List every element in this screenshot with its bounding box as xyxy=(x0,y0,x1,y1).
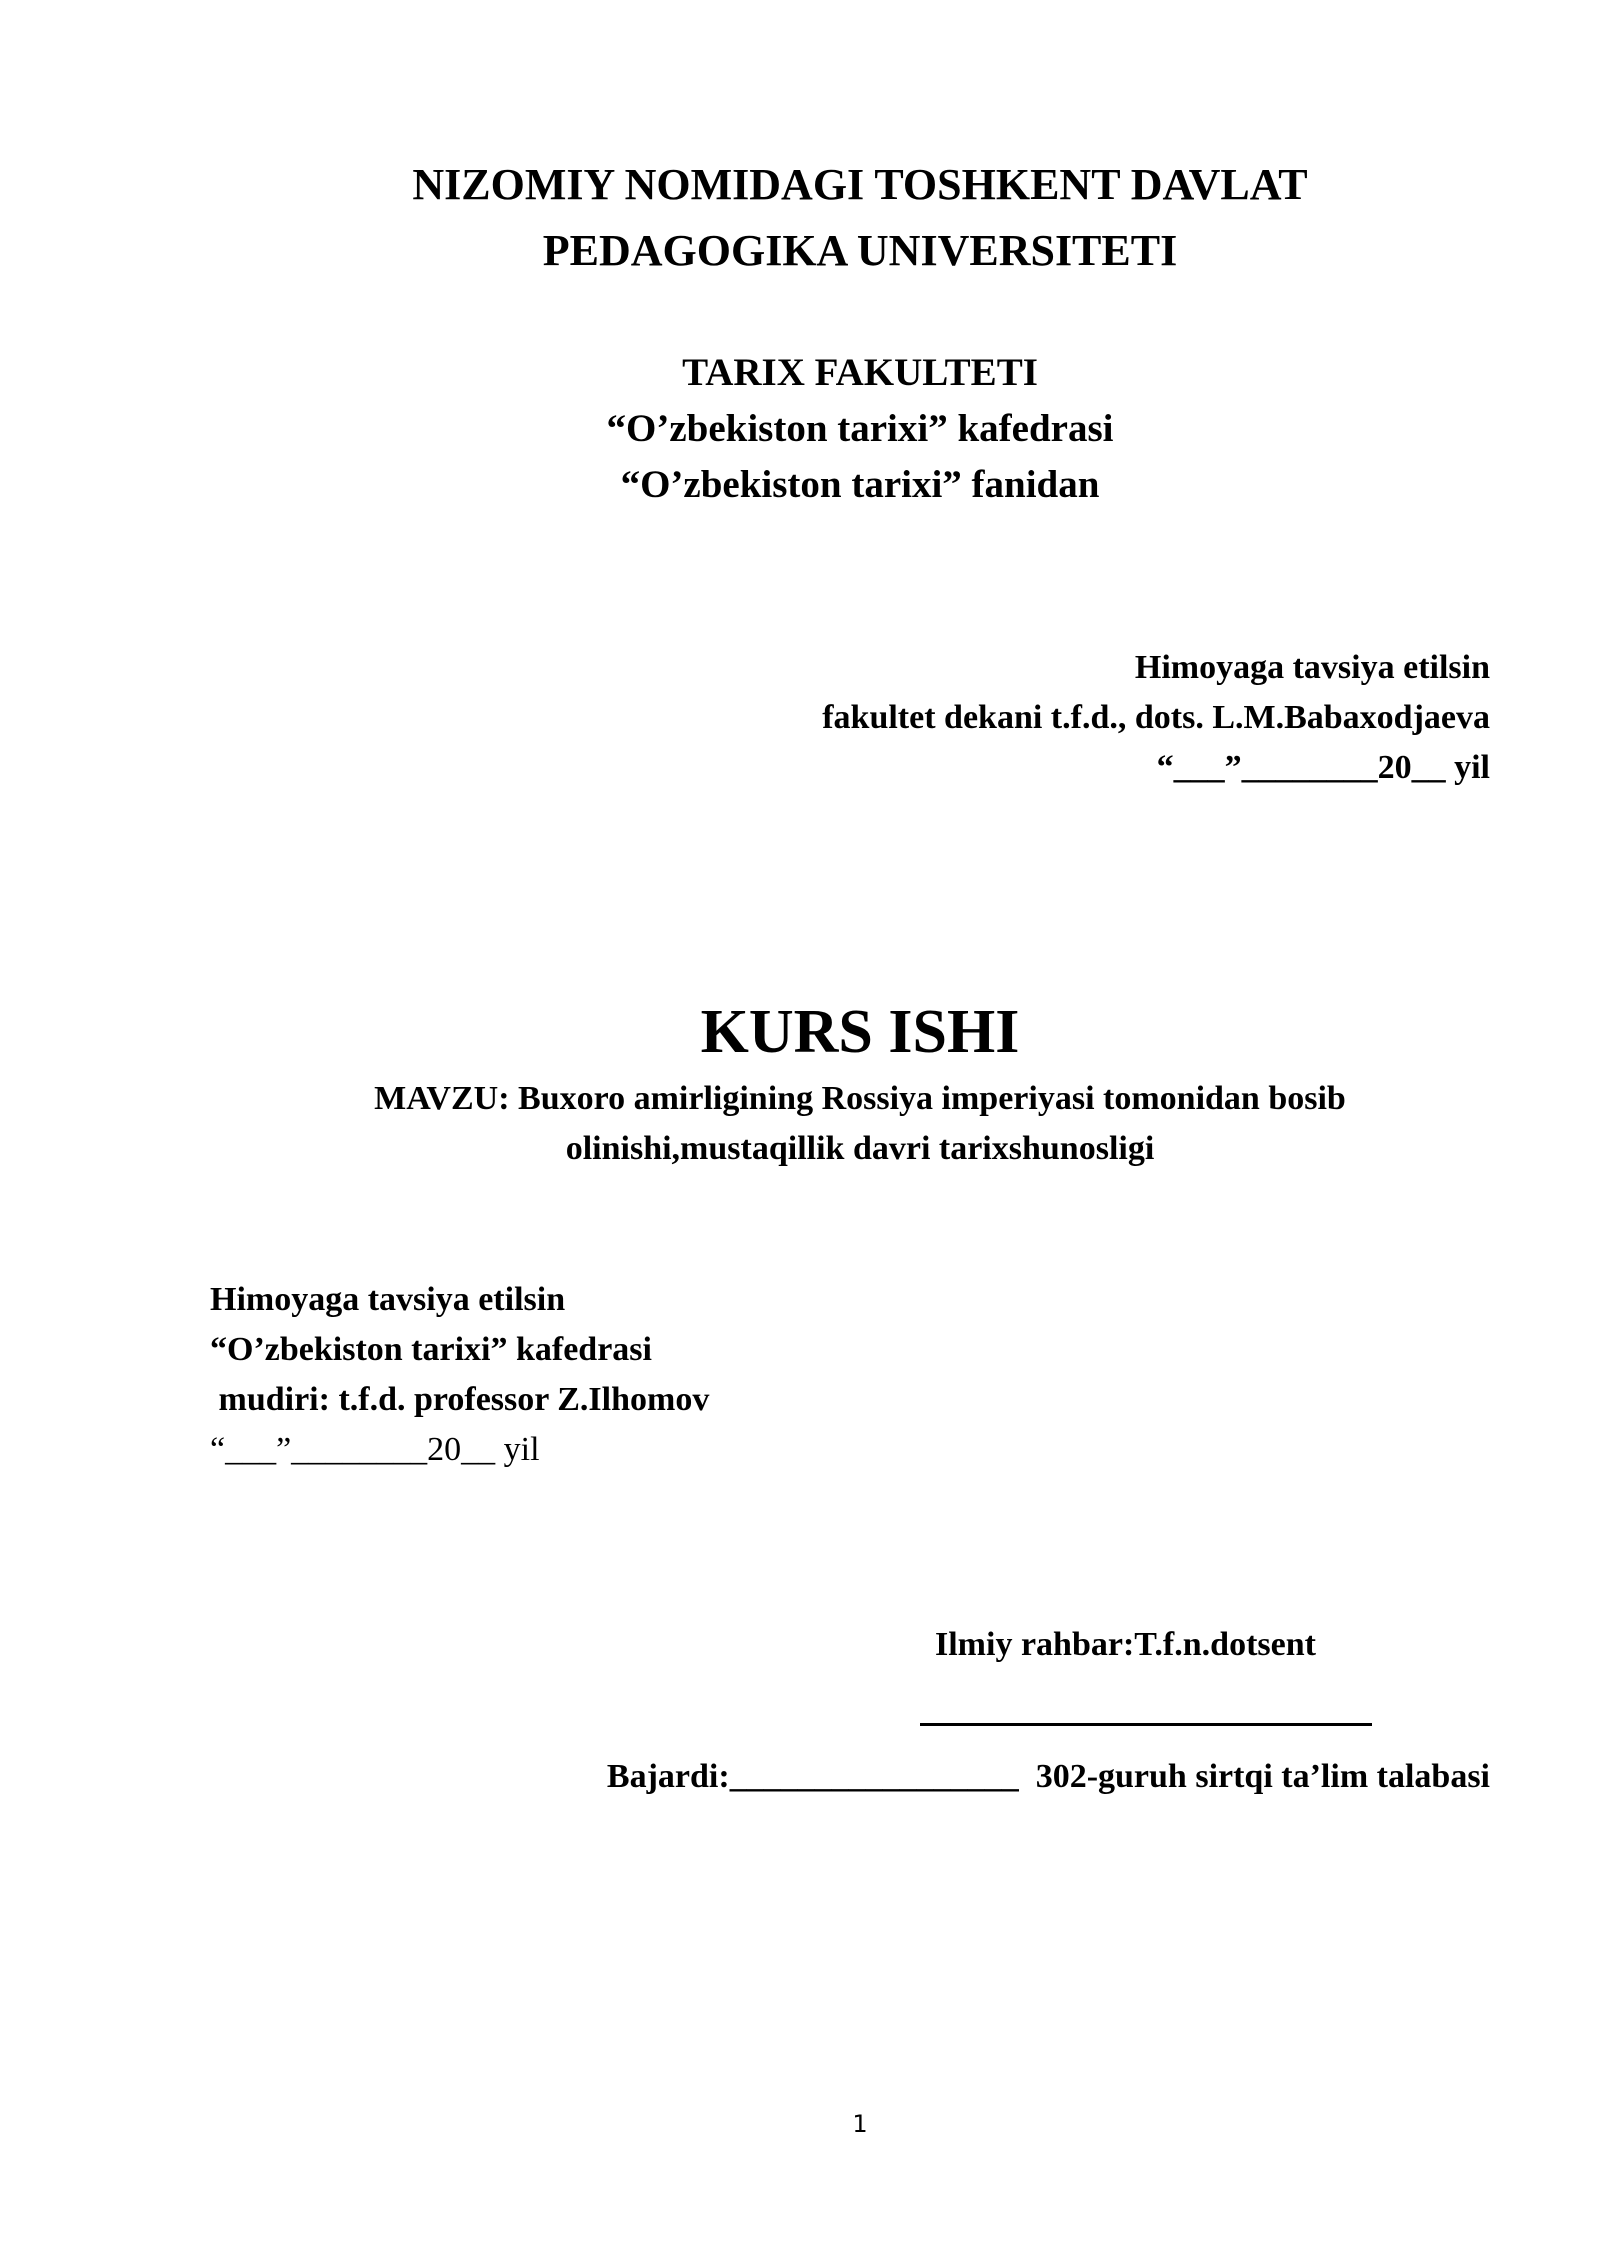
department-head-approval-block xyxy=(210,1275,709,1475)
dean-approval-date: “___”________20__ yil xyxy=(1156,749,1490,786)
dean-approval-heading: Himoyaga tavsiya etilsin xyxy=(1134,649,1490,686)
university-name-line2: PEDAGOGIKA UNIVERSITETI xyxy=(542,226,1178,275)
page-number xyxy=(0,2110,1600,2138)
department-name: “O’zbekiston tarixi” kafedrasi xyxy=(606,407,1114,450)
dean-approval-block xyxy=(590,643,1490,793)
faculty-name: TARIX FAKULTETI xyxy=(682,351,1038,394)
page-number-text: 1 xyxy=(852,2110,868,2138)
head-approval-heading: Himoyaga tavsiya etilsin xyxy=(210,1281,566,1318)
head-name: mudiri: t.f.d. professor Z.Ilhomov xyxy=(210,1381,710,1418)
supervisor-label: Ilmiy rahbar:T.f.n.dotsent xyxy=(935,1626,1316,1663)
topic-line1: MAVZU: Buxoro amirligining Rossiya imperiyasi tomonidan bosib xyxy=(374,1080,1346,1117)
subject-name: “O’zbekiston tarixi” fanidan xyxy=(620,463,1100,506)
supervisor-signature-line xyxy=(920,1723,1372,1726)
title-block xyxy=(0,990,1600,1174)
performer-block xyxy=(607,1752,1490,1802)
university-header xyxy=(0,152,1600,284)
dean-name: fakultet dekani t.f.d., dots. L.M.Babaxodjaeva xyxy=(822,699,1490,736)
head-approval-date: “___”________20__ yil xyxy=(210,1431,540,1468)
faculty-block xyxy=(0,345,1600,513)
topic-line2: olinishi,mustaqillik davri tarixshunosligi xyxy=(565,1130,1155,1167)
performer-label: Bajardi:_________________ 302-guruh sirtqi ta’lim talabasi xyxy=(606,1758,1490,1795)
supervisor-block xyxy=(935,1620,1316,1670)
head-department: “O’zbekiston tarixi” kafedrasi xyxy=(210,1331,652,1368)
university-name-line1: NIZOMIY NOMIDAGI TOSHKENT DAVLAT xyxy=(412,160,1308,209)
document-title: KURS ISHI xyxy=(700,998,1020,1066)
